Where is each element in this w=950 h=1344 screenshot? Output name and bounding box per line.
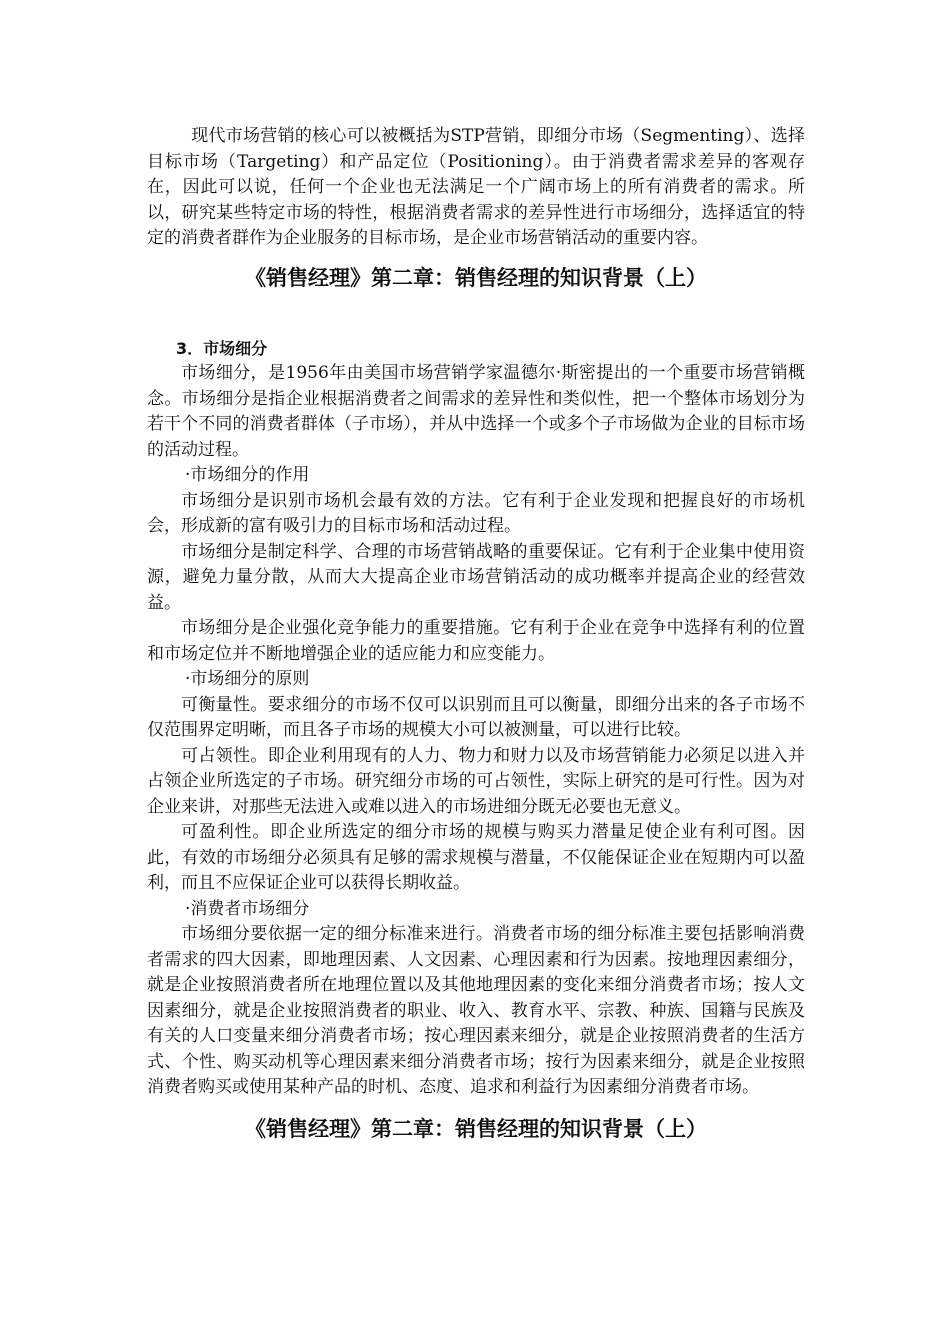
role-paragraph-1: 市场细分是识别市场机会最有效的方法。它有利于企业发现和把握良好的市场机会，形成新的富有吸引力的目标市场和活动过程。 — [147, 490, 805, 536]
consumer-paragraph: 市场细分要依据一定的细分标准来进行。消费者市场的细分标准主要包括影响消费者需求的四大因素，即地理因素、人文因素、心理因素和行为因素。按地理因素细分，就是企业按照消费者所在地理位置以及其他地理因素的变化来细分消费者市场；按人文因素细分，就是企业按照消费者的职业、收入、教育水平、宗教、种族、国籍与民族及有关的人口变量来细分消费者市场；按心理因素来细分，就是企业按照消费者的生活方式、个性、购买动机等心理因素来细分消费者市场；按行为因素来细分，就是企业按照消费者购买或使用某种产品的时机、态度、追求和利益行为因素细分消费者市场。 — [147, 924, 805, 1097]
bullet-principle-heading: ·市场细分的原则 — [185, 669, 310, 689]
principle-paragraph-1: 可衡量性。要求细分的市场不仅可以识别而且可以衡量，即细分出来的各子市场不仅范围界定明晰，而且各子市场的规模大小可以被测量，可以进行比较。 — [147, 694, 805, 740]
chapter-title: 《销售经理》第二章：销售经理的知识背景（上） — [245, 265, 707, 290]
bullet-consumer-heading: ·消费者市场细分 — [185, 898, 310, 919]
role-paragraph-3: 市场细分是企业强化竞争能力的重要措施。它有利于企业在竞争中选择有利的位置和市场定位并不断地增强企业的适应能力和应变能力。 — [147, 618, 805, 664]
bullet-role-heading: ·市场细分的作用 — [185, 465, 310, 485]
chapter-title-footer: 《销售经理》第二章：销售经理的知识背景（上） — [245, 1116, 707, 1141]
role-paragraph-2: 市场细分是制定科学、合理的市场营销战略的重要保证。它有利于企业集中使用资源，避免力量分散，从而大大提高企业市场营销活动的成功概率并提高企业的经营效益。 — [147, 541, 805, 613]
section-heading: 3．市场细分 — [176, 338, 268, 358]
principle-paragraph-2: 可占领性。即企业利用现有的人力、物力和财力以及市场营销能力必须足以进入并占领企业所选定的子市场。研究细分市场的可占领性，实际上研究的是可行性。因为对企业来讲，对那些无法进入或难以进入的市场进细分既无必要也无意义。 — [147, 745, 805, 817]
intro-paragraph: 现代市场营销的核心可以被概括为STP营销，即细分市场（Segmenting）、选择目标市场（Targeting）和产品定位（Positioning）。由于消费者需求差异的客观存在，因此可以说，任何一个企业也无法满足一个广阔市场上的所有消费者的需求。所以，研究某些特定市场的特性，根据消费者需求的差异性进行市场细分，选择适宜的特定的消费者群作为企业服务的目标市场，是企业市场营销活动的重要内容。 — [147, 126, 805, 248]
document-page — [147, 124, 805, 1145]
principle-paragraph-3: 可盈利性。即企业所选定的细分市场的规模与购买力潜量足使企业有利可图。因此，有效的市场细分必须具有足够的需求规模与潜量，不仅能保证企业在短期内可以盈利，而且不应保证企业可以获得长期收益。 — [147, 822, 805, 893]
definition-paragraph: 市场细分，是1956年由美国市场营销学家温德尔·斯密提出的一个重要市场营销概念。市场细分是指企业根据消费者之间需求的差异性和类似性，把一个整体市场划分为若干个不同的消费者群体（子市场），并从中选择一个或多个子市场做为企业的目标市场的活动过程。 — [147, 363, 805, 460]
